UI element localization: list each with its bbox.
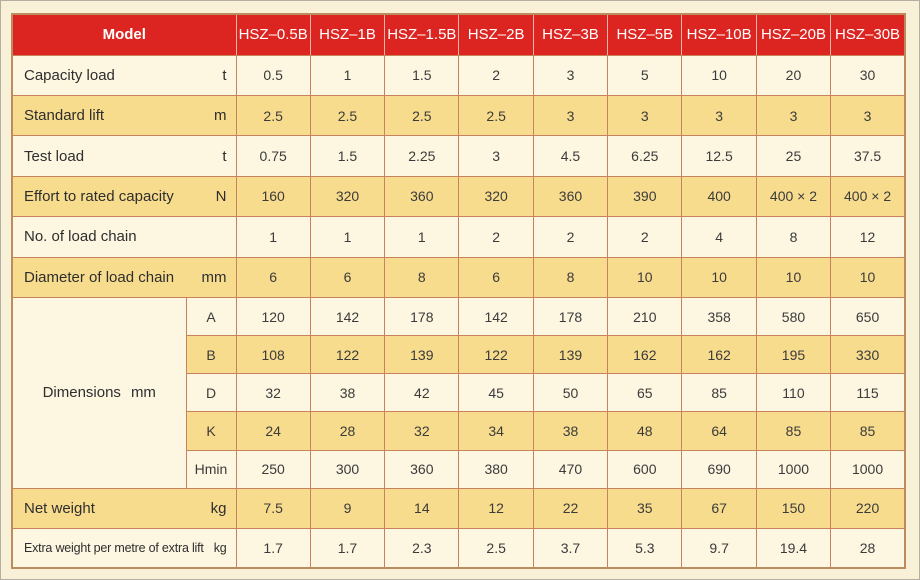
value-cell: 1 [310,55,384,95]
row-label-wrap [13,67,236,84]
value-cell: 85 [831,412,905,450]
value-cell: 360 [533,176,607,216]
value-cell: 0.5 [236,55,310,95]
value-cell: 178 [385,297,459,335]
value-cell: 360 [385,450,459,488]
value-cell: 64 [682,412,756,450]
value-cell: 400 [682,176,756,216]
value-cell: 37.5 [831,136,905,176]
value-cell: 8 [533,257,607,297]
value-cell: 14 [385,488,459,528]
value-cell: 690 [682,450,756,488]
row-label-cell [12,55,236,95]
dimension-sub-label: B [186,336,236,374]
value-cell: 2.5 [459,529,533,568]
value-cell: 1000 [831,450,905,488]
row-label: Diameter of load chain [24,268,175,286]
value-cell: 10 [682,257,756,297]
value-cell: 1.5 [310,136,384,176]
row-unit: kg [213,541,227,556]
value-cell: 162 [682,336,756,374]
value-cell: 10 [756,257,830,297]
row-label-cell [12,136,236,176]
value-cell: 19.4 [756,529,830,568]
row-label: Capacity load [24,66,115,84]
value-cell: 28 [831,529,905,568]
value-cell: 1 [236,217,310,257]
value-cell: 5 [608,55,682,95]
value-cell: 12 [831,217,905,257]
value-cell: 2.5 [385,95,459,135]
value-cell: 28 [310,412,384,450]
row-label-wrap [13,500,236,517]
spec-row [12,488,905,528]
hoist-spec-table [11,13,906,569]
model-column-header: HSZ–3B [533,14,607,55]
value-cell: 380 [459,450,533,488]
value-cell: 8 [385,257,459,297]
row-label-cell [12,257,236,297]
value-cell: 0.75 [236,136,310,176]
value-cell: 30 [831,55,905,95]
value-cell: 400 × 2 [831,176,905,216]
value-cell: 3 [533,55,607,95]
value-cell: 34 [459,412,533,450]
row-label: Extra weight per metre of extra lift [24,541,204,556]
value-cell: 3.7 [533,529,607,568]
spec-row [12,257,905,297]
dimension-sub-label: A [186,297,236,335]
value-cell: 2 [533,217,607,257]
dimension-sub-label: K [186,412,236,450]
value-cell: 20 [756,55,830,95]
value-cell: 195 [756,336,830,374]
value-cell: 6.25 [608,136,682,176]
value-cell: 650 [831,297,905,335]
value-cell: 2 [608,217,682,257]
dimensions-label-text: Dimensions [42,384,121,402]
value-cell: 4 [682,217,756,257]
dimension-row [12,297,905,335]
value-cell: 108 [236,336,310,374]
value-cell: 2.5 [236,95,310,135]
model-column-header: HSZ–1.5B [385,14,459,55]
value-cell: 2.5 [310,95,384,135]
value-cell: 3 [608,95,682,135]
row-label-cell [12,176,236,216]
value-cell: 9.7 [682,529,756,568]
value-cell: 1.7 [236,529,310,568]
value-cell: 160 [236,176,310,216]
value-cell: 85 [756,412,830,450]
row-label-cell [12,95,236,135]
value-cell: 2.25 [385,136,459,176]
value-cell: 6 [459,257,533,297]
row-label-cell [12,217,236,257]
value-cell: 300 [310,450,384,488]
value-cell: 25 [756,136,830,176]
row-label-cell [12,488,236,528]
value-cell: 2 [459,55,533,95]
value-cell: 42 [385,374,459,412]
value-cell: 142 [310,297,384,335]
value-cell: 150 [756,488,830,528]
value-cell: 22 [533,488,607,528]
value-cell: 3 [831,95,905,135]
value-cell: 139 [533,336,607,374]
value-cell: 35 [608,488,682,528]
value-cell: 139 [385,336,459,374]
value-cell: 65 [608,374,682,412]
row-unit: kg [210,499,227,517]
value-cell: 122 [310,336,384,374]
row-label: Test load [24,147,85,165]
spec-row [12,529,905,568]
value-cell: 1.5 [385,55,459,95]
value-cell: 7.5 [236,488,310,528]
row-label: Standard lift [24,107,105,125]
value-cell: 1.7 [310,529,384,568]
row-label-wrap [13,188,236,205]
spec-row [12,55,905,95]
value-cell: 4.5 [533,136,607,176]
row-unit: N [215,187,227,205]
value-cell: 3 [533,95,607,135]
value-cell: 48 [608,412,682,450]
row-label-wrap [13,107,236,124]
value-cell: 50 [533,374,607,412]
value-cell: 1000 [756,450,830,488]
row-unit: t [222,147,227,165]
value-cell: 210 [608,297,682,335]
value-cell: 2 [459,217,533,257]
value-cell: 45 [459,374,533,412]
value-cell: 320 [310,176,384,216]
value-cell: 8 [756,217,830,257]
value-cell: 470 [533,450,607,488]
row-label-wrap [13,148,236,165]
value-cell: 12.5 [682,136,756,176]
row-label-cell [12,529,236,568]
value-cell: 600 [608,450,682,488]
value-cell: 3 [682,95,756,135]
row-unit: mm [201,268,227,286]
model-column-header: HSZ–0.5B [236,14,310,55]
value-cell: 390 [608,176,682,216]
model-column-header: HSZ–1B [310,14,384,55]
value-cell: 400 × 2 [756,176,830,216]
value-cell: 330 [831,336,905,374]
value-cell: 178 [533,297,607,335]
dimension-sub-label: Hmin [186,450,236,488]
value-cell: 162 [608,336,682,374]
value-cell: 320 [459,176,533,216]
row-label: Effort to rated capacity [24,187,174,205]
spec-row [12,217,905,257]
model-column-header: HSZ–5B [608,14,682,55]
spec-row [12,136,905,176]
value-cell: 38 [310,374,384,412]
value-cell: 250 [236,450,310,488]
row-label: Net weight [24,499,95,517]
value-cell: 3 [459,136,533,176]
model-column-header: HSZ–2B [459,14,533,55]
value-cell: 32 [236,374,310,412]
row-label-wrap [13,269,236,286]
value-cell: 2.5 [459,95,533,135]
row-unit: t [222,66,227,84]
value-cell: 3 [756,95,830,135]
value-cell: 24 [236,412,310,450]
value-cell: 2.3 [385,529,459,568]
value-cell: 1 [385,217,459,257]
model-header-cell: Model [12,14,236,55]
row-unit: m [214,107,227,125]
value-cell: 122 [459,336,533,374]
value-cell: 110 [756,374,830,412]
row-label-wrap [13,228,236,245]
dimensions-unit: mm [130,384,156,402]
value-cell: 10 [682,55,756,95]
value-cell: 85 [682,374,756,412]
value-cell: 358 [682,297,756,335]
row-label: No. of load chain [24,228,137,246]
dimensions-group-label [12,297,186,488]
value-cell: 32 [385,412,459,450]
value-cell: 115 [831,374,905,412]
value-cell: 38 [533,412,607,450]
table-header-row [12,14,905,55]
spec-row [12,176,905,216]
value-cell: 580 [756,297,830,335]
model-column-header: HSZ–30B [831,14,905,55]
spec-row [12,95,905,135]
value-cell: 1 [310,217,384,257]
value-cell: 6 [236,257,310,297]
spec-table-body [12,14,905,568]
value-cell: 10 [831,257,905,297]
value-cell: 10 [608,257,682,297]
value-cell: 5.3 [608,529,682,568]
value-cell: 12 [459,488,533,528]
value-cell: 6 [310,257,384,297]
value-cell: 67 [682,488,756,528]
value-cell: 220 [831,488,905,528]
row-label-wrap [13,541,236,555]
model-column-header: HSZ–20B [756,14,830,55]
value-cell: 120 [236,297,310,335]
dimension-sub-label: D [186,374,236,412]
value-cell: 360 [385,176,459,216]
value-cell: 9 [310,488,384,528]
model-column-header: HSZ–10B [682,14,756,55]
value-cell: 142 [459,297,533,335]
